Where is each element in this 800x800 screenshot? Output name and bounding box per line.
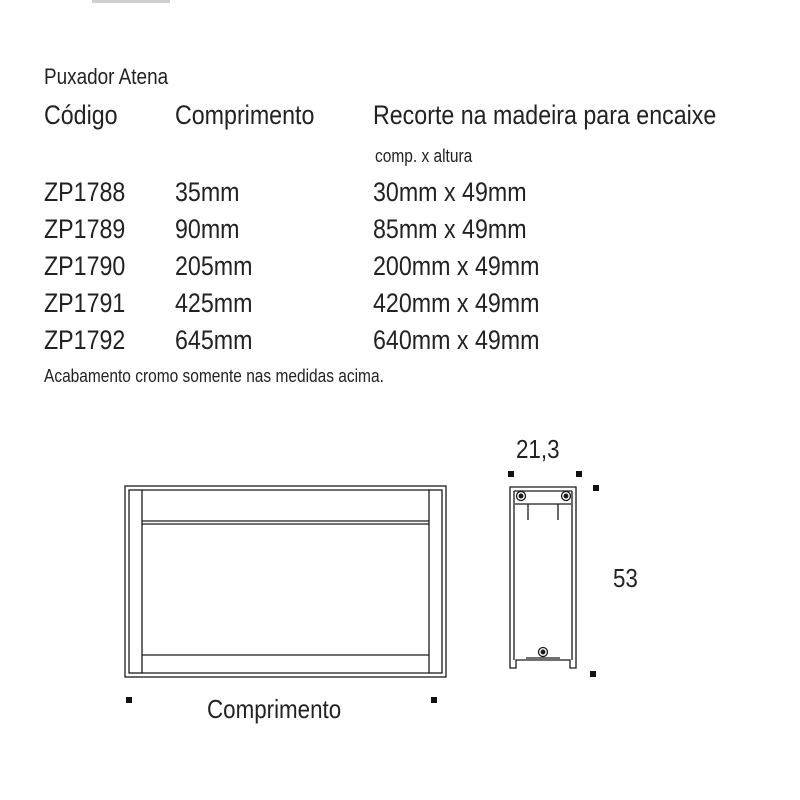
front-end-cap-right xyxy=(429,490,442,673)
row-code: ZP1788 xyxy=(44,177,126,207)
header-cutout-sub: comp. x altura xyxy=(375,146,473,166)
screw-hole-center xyxy=(519,494,523,498)
dimension-marker xyxy=(576,471,582,477)
dimension-marker xyxy=(590,671,596,677)
row-code: ZP1791 xyxy=(44,288,126,318)
row-cutout: 85mm x 49mm xyxy=(373,214,527,244)
technical-drawing xyxy=(0,420,800,740)
row-cutout: 420mm x 49mm xyxy=(373,288,540,318)
front-end-cap-left xyxy=(129,490,142,673)
front-outline xyxy=(125,486,446,677)
row-cutout: 640mm x 49mm xyxy=(373,325,540,355)
dimension-marker xyxy=(508,471,514,477)
row-code: ZP1792 xyxy=(44,325,126,355)
row-code: ZP1789 xyxy=(44,214,126,244)
product-title: Puxador Atena xyxy=(44,64,169,89)
profile-height-label: 53 xyxy=(613,563,638,593)
top-rule xyxy=(92,0,170,3)
finish-note: Acabamento cromo somente nas medidas acima. xyxy=(44,366,384,386)
dimension-marker xyxy=(431,697,437,703)
row-length: 90mm xyxy=(175,214,240,244)
header-code: Código xyxy=(44,100,118,130)
profile-width-label: 21,3 xyxy=(516,434,560,464)
screw-hole-center xyxy=(564,494,568,498)
row-length: 205mm xyxy=(175,251,253,281)
profile-outline xyxy=(510,487,576,668)
row-code: ZP1790 xyxy=(44,251,126,281)
drawing-svg xyxy=(0,420,800,740)
row-length: 35mm xyxy=(175,177,240,207)
row-cutout: 200mm x 49mm xyxy=(373,251,540,281)
row-length: 645mm xyxy=(175,325,253,355)
profile-view xyxy=(510,487,576,668)
row-cutout: 30mm x 49mm xyxy=(373,177,527,207)
dimension-marker xyxy=(593,485,599,491)
header-cutout: Recorte na madeira para encaixe xyxy=(373,100,717,130)
row-length: 425mm xyxy=(175,288,253,318)
length-dimension-label: Comprimento xyxy=(207,694,342,724)
header-length: Comprimento xyxy=(175,100,315,130)
screw-hole-center xyxy=(541,650,545,654)
front-view xyxy=(125,486,446,677)
dimension-marker xyxy=(126,697,132,703)
